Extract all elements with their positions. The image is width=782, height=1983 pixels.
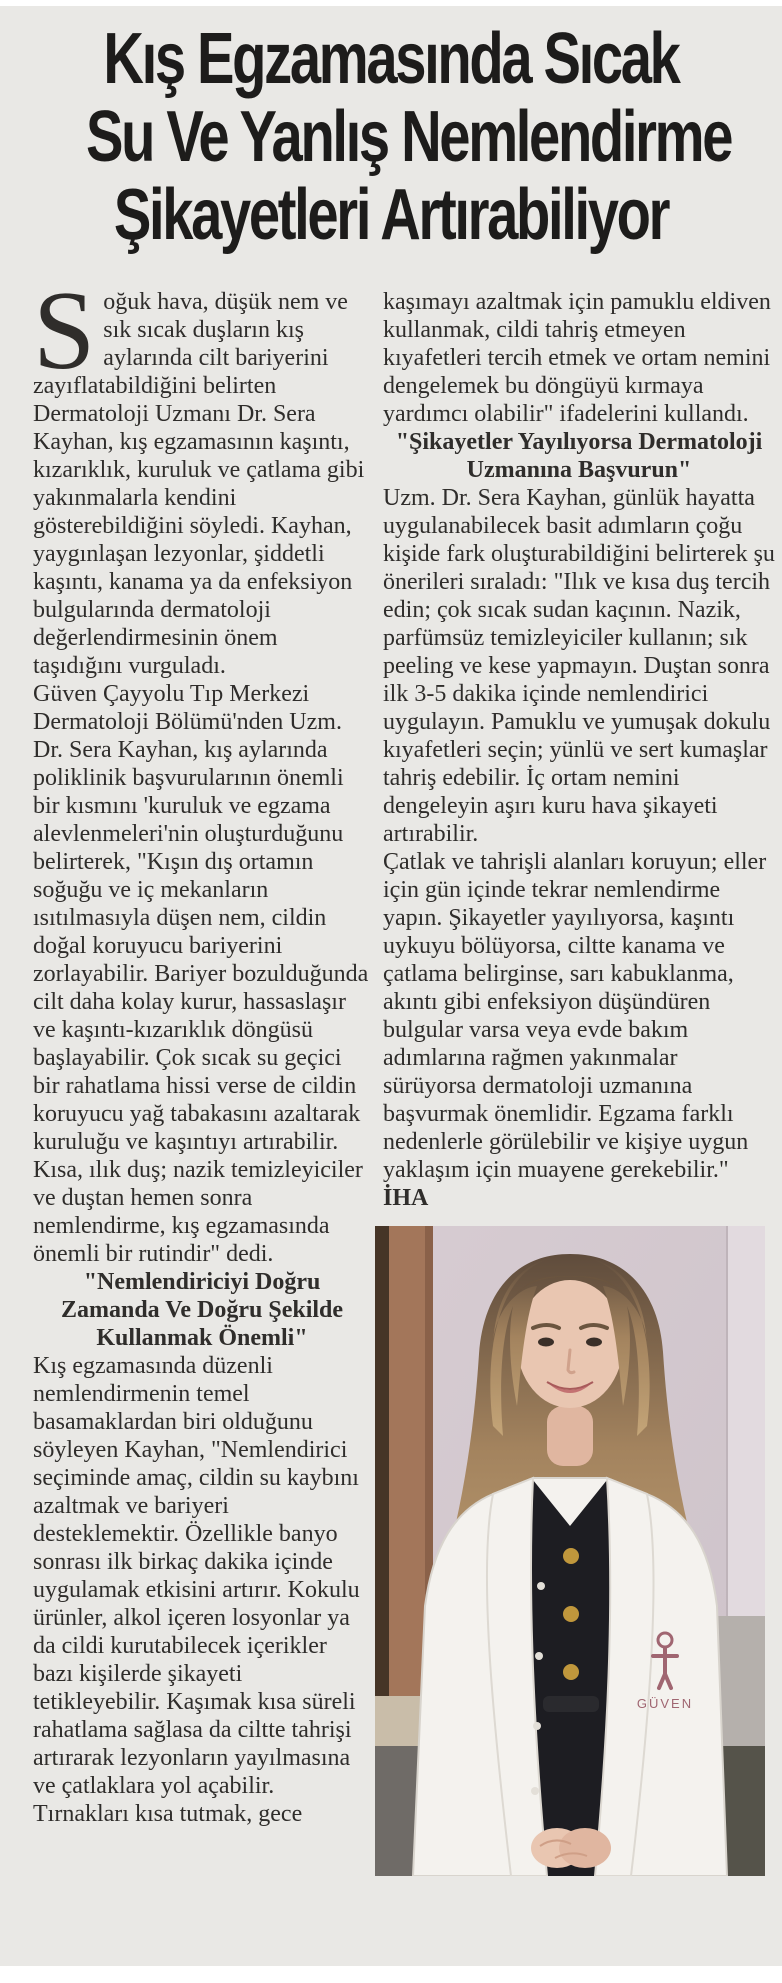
article-body [0, 269, 782, 1876]
article-page [0, 6, 782, 1966]
article-column-2 [383, 288, 775, 1876]
drop-cap: S [33, 269, 96, 393]
section-subheading: "Nemlendiriciyi Doğru Zamanda Ve Doğru Şekilde Kullanmak Önemli" [60, 1269, 344, 1351]
button-gold [563, 1664, 579, 1680]
column-2-text [383, 288, 775, 1212]
headline-line-3: Şikayetleri Artırabiliyor [113, 175, 669, 255]
body-paragraph: kaşımayı azaltmak için pamuklu eldiven kullanmak, cildi tahriş etmeyen kıyafetleri tercih etmek ve ortam nemini dengelemek bu döngüyü kırmaya yardımcı olabilir" ifadelerini kullandı. [383, 289, 771, 427]
person-hands [531, 1828, 611, 1868]
headline-line-2: Su Ve Yanlış Nemlendirme [86, 97, 732, 177]
button-gold [563, 1548, 579, 1564]
body-paragraph: Kış egzamasında düzenli nemlendirmenin temel basamaklardan biri olduğunu söyleyen Kayhan, "Nemlendirici seçiminde amaç, cildin su kaybını azaltmak ve bariyeri desteklemektir. Özellikle banyo sonrası ilk birkaç dakika içinde uygulamak etkisini artırır. Kokulu ürünler, alkol içeren losyonlar ya da cildi kurutabilecek içerikler bazı kişilerde şikayeti tetikleyebilir. Kaşımak kısa süreli rahatlama sağlasa da ciltte tahrişi artırarak lezyonların yayılmasına ve çatlaklara yol açabilir. Tırnakları kısa tutmak, gece [33, 1353, 360, 1827]
article-headline [0, 20, 782, 254]
body-paragraph: Uzm. Dr. Sera Kayhan, günlük hayatta uygulanabilecek basit adımların çoğu kişide fark oluşturabildiğini belirterek şu önerileri sıraladı: "Ilık ve kısa duş tercih edin; çok sıcak sudan kaçının. Nazik, parfümsüz temizleyiciler kullanın; sık peeling ve kese yapmayın. Duştan sonra ilk 3-5 dakika içinde nemlendirici uygulayın. Pamuklu ve yumuşak dokulu kıyafetleri seçin; yünlü ve sert kumaşlar tahriş edebilir. İç ortam nemini dengeleyin aşırı kuru hava şikayeti artırabilir. [383, 485, 775, 847]
headline-line-1: Kış Egzamasında Sıcak [103, 19, 679, 99]
body-paragraph: Çatlak ve tahrişli alanları koruyun; eller için gün içinde tekrar nemlendirme yapın. Şikayetler yayılıyorsa, kaşıntı uykuyu bölüyorsa, ciltte kanama ve çatlama belirginse, sarı kabuklanma, akıntı gibi enfeksiyon düşündüren bulgular varsa veya evde bakım adımlarına rağmen yakınmalar sürüyorsa dermatoloji uzmanına başvurmak önemlidir. Egzama farklı nedenlerle görülebilir ve kişiye uygun yaklaşım için muayene gerekebilir." İHA [383, 849, 767, 1211]
button-gold [563, 1606, 579, 1622]
section-subheading: "Şikayetler Yayılıyorsa Dermatoloji Uzmanına Başvurun" [395, 429, 763, 483]
doctor-photo [375, 1226, 765, 1876]
body-paragraph: Soğuk hava, düşük nem ve sık sıcak duşların kış aylarında cilt bariyerini zayıflatabildiğini belirten Dermatoloji Uzmanı Dr. Sera Kayhan, kış egzamasının kaşıntı, kızarıklık, kuruluk ve çatlama gibi yakınmalarla kendini gösterebildiğini söyledi. Kayhan, yaygınlaşan lezyonlar, şiddetli kaşıntı, kanama ya da enfeksiyon bulgularında dermatoloji değerlendirmesinin önem taşıdığını vurguladı. [33, 269, 365, 679]
body-paragraph: Güven Çayyolu Tıp Merkezi Dermatoloji Bölümü'nden Uzm. Dr. Sera Kayhan, kış aylarında poliklinik başvurularının önemli bir kısmını 'kuruluk ve egzama alevlenmeleri'nin oluşturduğunu belirterek, "Kışın dış ortamın soğuğu ve iç mekanların ısıtılmasıyla düşen nem, cildin doğal koruyucu bariyerini zorlayabilir. Bariyer bozulduğunda cilt daha kolay kurur, hassaslaşır ve kaşıntı-kızarıklık döngüsü başlayabilir. Çok sıcak su geçici bir rahatlama hissi verse de cildin koruyucu yağ tabakasını azaltarak kuruluğu ve kaşıntıyı artırabilir. Kısa, ılık duş; nazik temizleyiciler ve duştan hemen sonra nemlendirme, kış egzamasında önemli bir rutindir" dedi. [33, 681, 369, 1267]
article-column-1 [33, 269, 371, 1876]
column-1-text [33, 269, 371, 1828]
agency-credit: İHA [383, 1185, 429, 1211]
coat-logo-text: GÜVEN [636, 1696, 694, 1711]
